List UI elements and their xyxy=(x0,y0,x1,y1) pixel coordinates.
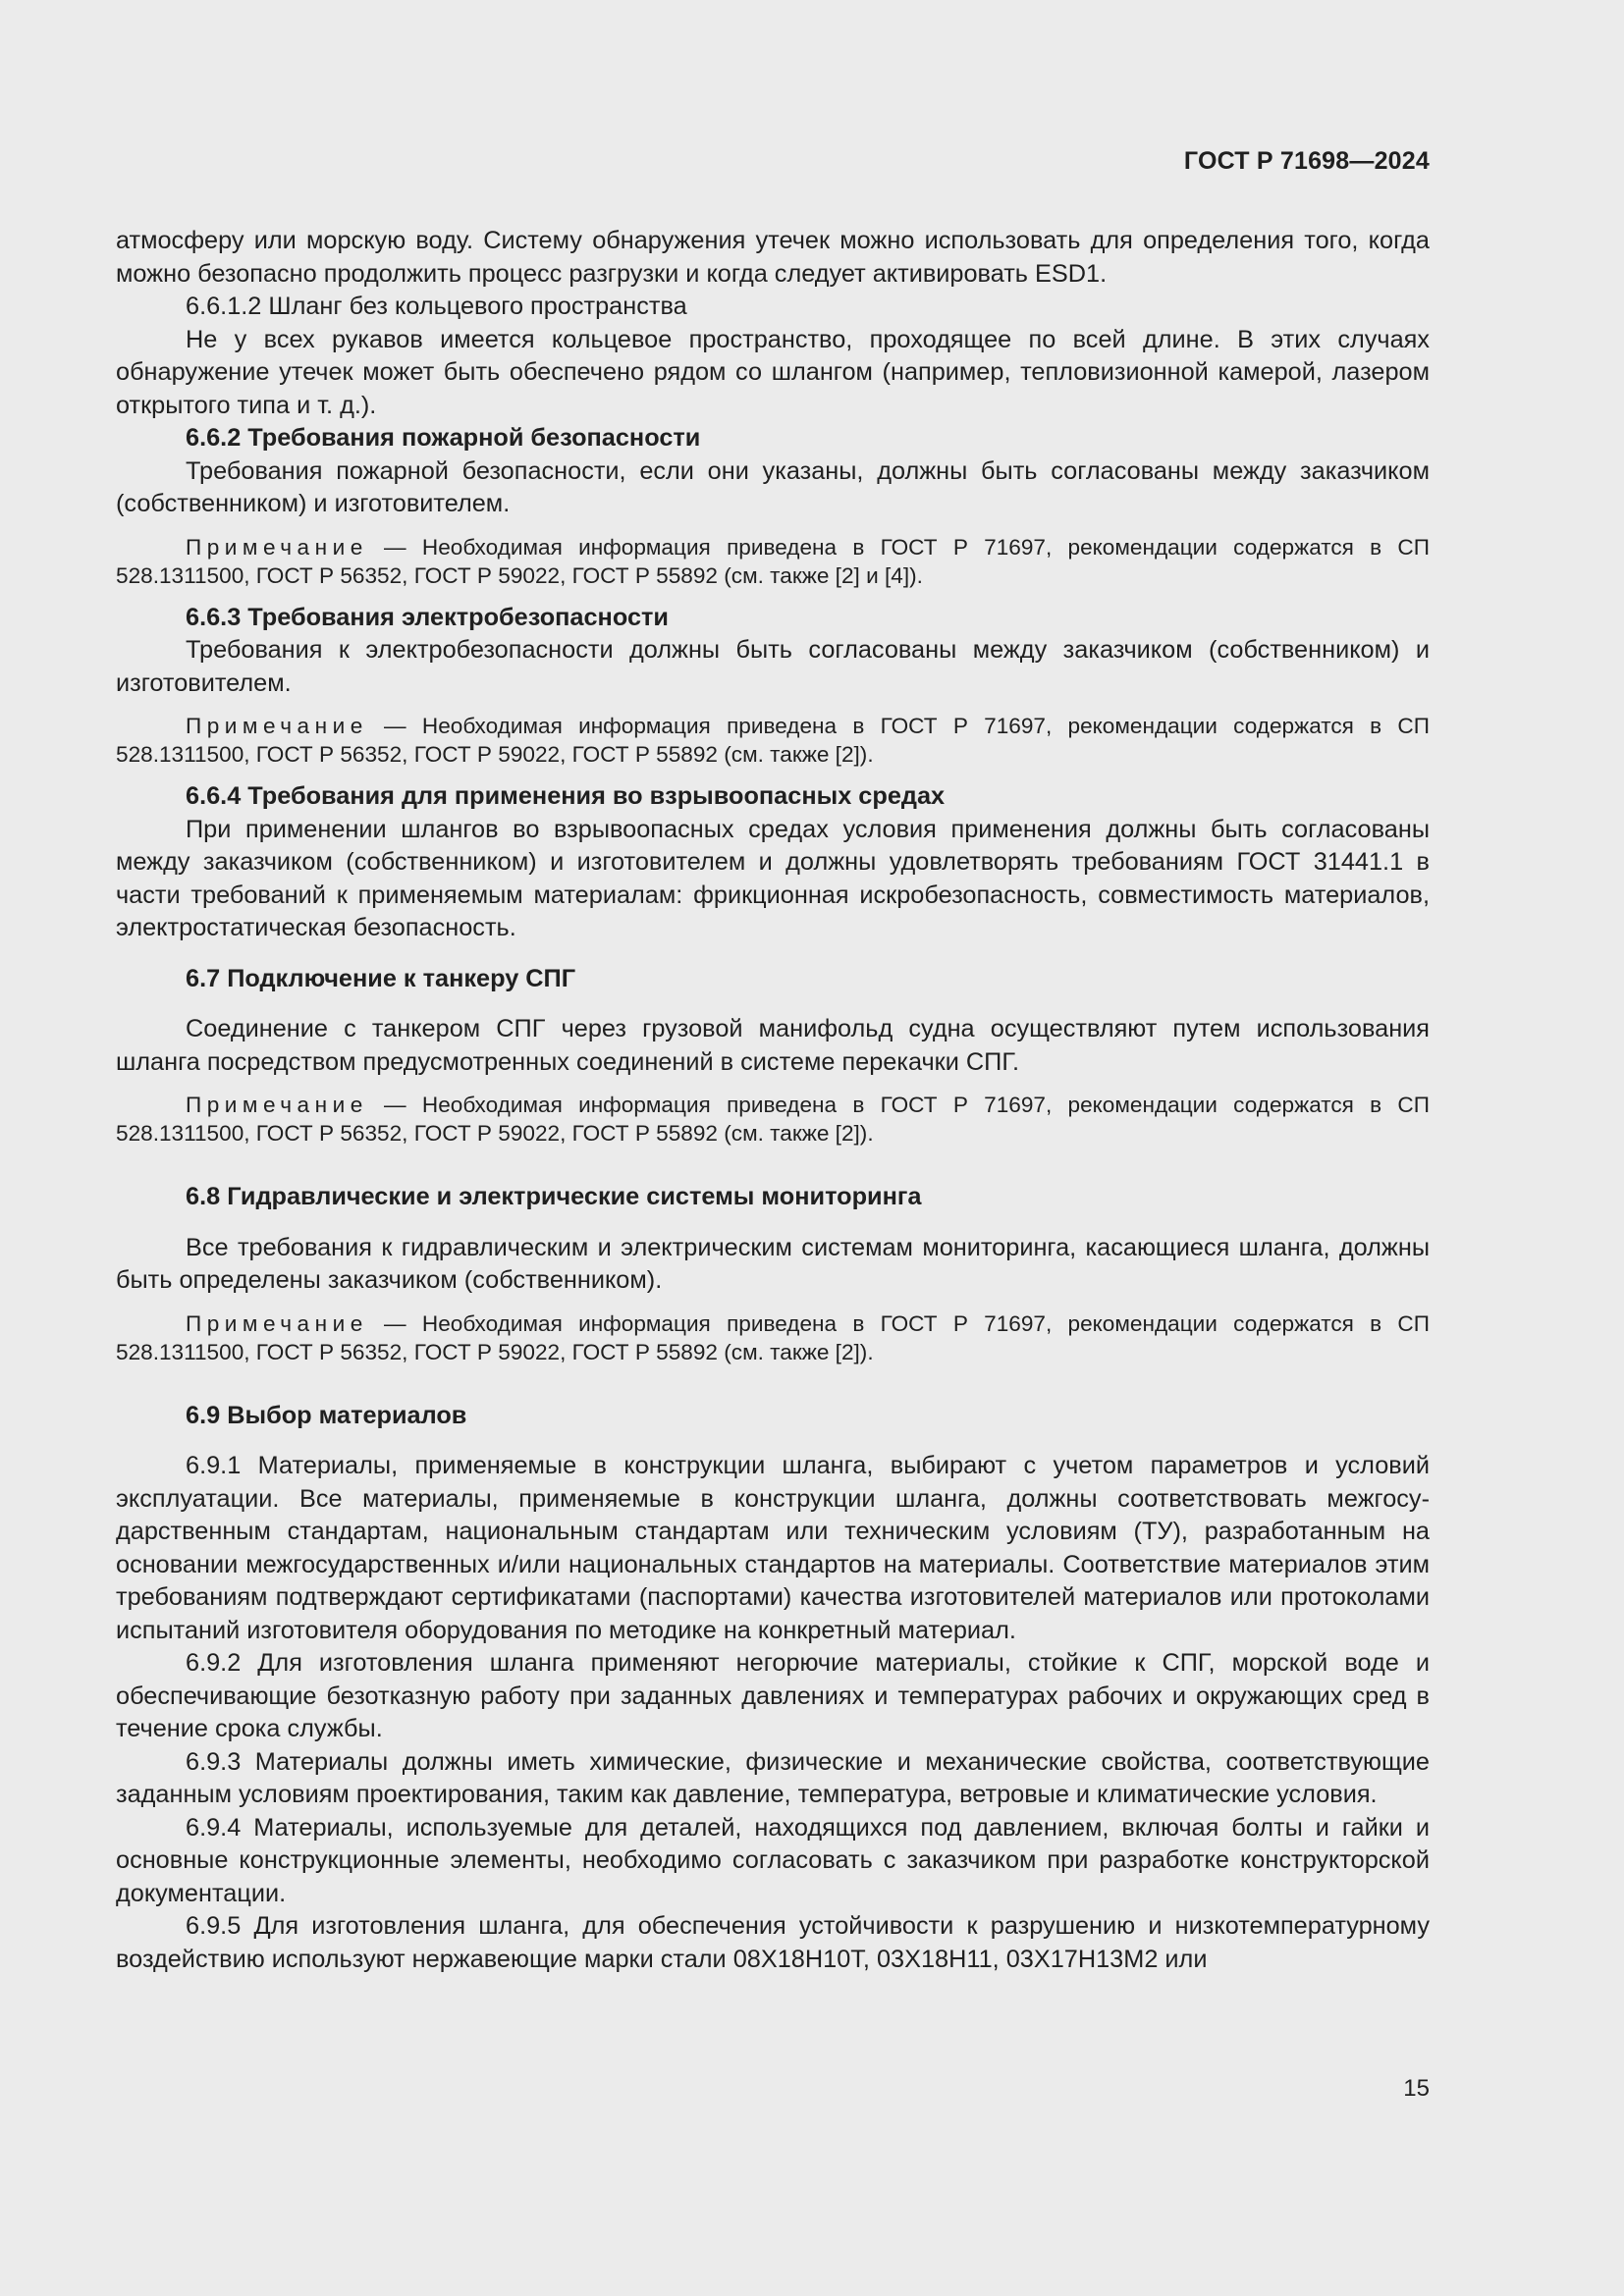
note-dash: — xyxy=(367,534,422,560)
subsection-heading-6-6-1-2: 6.6.1.2 Шланг без кольцевого пространства xyxy=(186,293,687,320)
note xyxy=(116,1091,1430,1148)
document-id-header: ГОСТ Р 71698—2024 xyxy=(1183,147,1430,175)
paragraph: Соединение с танкером СПГ через грузовой манифольд судна осуществляют путем использования шланга посредством предусмотренных соединений в системе перекачки СПГ. xyxy=(116,1015,1430,1076)
page-number: 15 xyxy=(1403,2075,1430,2102)
paragraph-6-9-4: 6.9.4 Материалы, используемые для деталей, находящихся под давлением, включая болты и гайки и основные конструкционные элементы, необходимо согласовать с заказчиком при разработке конструкторской документации. xyxy=(116,1813,1430,1907)
note-label: Примечание xyxy=(186,714,368,738)
paragraph-6-9-2: 6.9.2 Для изготовления шланга применяют негорючие материалы, стойкие к СПГ, морской воде и обеспечивающие безотказную работу при заданных давлениях и температурах рабочих и окружающих сред в течение срока службы. xyxy=(116,1649,1430,1742)
section-heading-6-9: 6.9 Выбор материалов xyxy=(186,1401,467,1429)
paragraph-6-9-3: 6.9.3 Материалы должны иметь химические, физические и механические свойства, соответствующие заданным условиям проектирования, таким как давление, температура, ветровые и климатические условия. xyxy=(116,1747,1430,1808)
note-dash: — xyxy=(367,1310,422,1336)
note-text: Необходимая информация приведена в ГОСТ Р 71697, рекомендации содержатся в СП 528.1311500, ГОСТ Р 56352, ГОСТ Р 59022, ГОСТ Р 55892 (см. также [2]). xyxy=(116,714,1430,767)
paragraph-6-9-1: 6.9.1 Материалы, применяемые в конструкции шланга, выбирают с учетом параметров и условий эксплуатации. Все материалы, применяемые в конструкции шланга, должны соответствовать межгосударственным стандартам, национальным стандартам или техническим условиям (ТУ), разработанным на основании межгосударственных и/или национальных стандартов на материалы. Соответствие материалов этим требованиям подтверждают сертификатами (паспортами) качества изготовителей материалов или протоколами испытаний изготовителя оборудования по методике на конкретный материал. xyxy=(116,1452,1430,1644)
paragraph: Требования пожарной безопасности, если они указаны, должны быть согласованы между заказчиком (собственником) и изготовителем. xyxy=(116,456,1430,517)
note-label: Примечание xyxy=(186,534,368,560)
note-label: Примечание xyxy=(186,1093,368,1117)
note-label: Примечание xyxy=(186,1310,368,1336)
section-heading-6-6-4: 6.6.4 Требования для применения во взрывоопасных средах xyxy=(186,782,946,810)
section-heading-6-6-2: 6.6.2 Требования пожарной безопасности xyxy=(186,424,701,452)
note-text: Необходимая информация приведена в ГОСТ Р 71697, рекомендации содержатся в СП 528.1311500, ГОСТ Р 56352, ГОСТ Р 59022, ГОСТ Р 55892 (см. также [2]). xyxy=(116,1310,1430,1364)
paragraph: Требования к электробезопасности должны быть согласованы между заказчиком (собственником) и изготовителем. xyxy=(116,636,1430,697)
note-dash: — xyxy=(367,1093,422,1117)
note-dash: — xyxy=(367,714,422,738)
document-body xyxy=(116,225,1430,1976)
note xyxy=(116,712,1430,769)
section-heading-6-7: 6.7 Подключение к танкеру СПГ xyxy=(186,964,576,992)
note xyxy=(116,533,1430,590)
section-heading-6-8: 6.8 Гидравлические и электрические системы мониторинга xyxy=(186,1183,922,1210)
paragraph-6-9-5: 6.9.5 Для изготовления шланга, для обеспечения устойчивости к разрушению и низкотемпературному воздействию используют нержавеющие марки стали 08Х18Н10Т, 03Х18Н11, 03Х17Н13М2 или xyxy=(116,1912,1430,1973)
note-text: Необходимая информация приведена в ГОСТ Р 71697, рекомендации содержатся в СП 528.1311500, ГОСТ Р 56352, ГОСТ Р 59022, ГОСТ Р 55892 (см. также [2]). xyxy=(116,1093,1430,1146)
note xyxy=(116,1309,1430,1366)
paragraph: Не у всех рукавов имеется кольцевое пространство, проходящее по всей длине. В этих случаях обнаружение утечек может быть обеспечено рядом со шлангом (например, тепловизионной камерой, лазером открытого типа и т. д.). xyxy=(116,325,1430,419)
paragraph: Все требования к гидравлическим и электрическим системам мониторинга, касающиеся шланга, должны быть определены заказчиком (собственником). xyxy=(116,1233,1430,1294)
paragraph: При применении шлангов во взрывоопасных средах условия применения должны быть согласованы между заказчиком (собственником) и изготовителем и должны удовлетворять требованиям ГОСТ 31441.1 в части требований к применяемым материалам: фрикционная искробезопасность, совместимость материалов, электростатическая безопасность. xyxy=(116,815,1430,941)
document-page xyxy=(116,0,1430,2296)
paragraph-continuation: атмосферу или морскую воду. Систему обнаружения утечек можно использовать для определения того, когда можно безопасно продолжить процесс разгрузки и когда следует активировать ESD1. xyxy=(116,227,1430,288)
note-text: Необходимая информация приведена в ГОСТ Р 71697, рекомендации содержатся в СП 528.1311500, ГОСТ Р 56352, ГОСТ Р 59022, ГОСТ Р 55892 (см. также [2] и [4]). xyxy=(116,534,1430,588)
section-heading-6-6-3: 6.6.3 Требования электробезопасности xyxy=(186,603,669,631)
